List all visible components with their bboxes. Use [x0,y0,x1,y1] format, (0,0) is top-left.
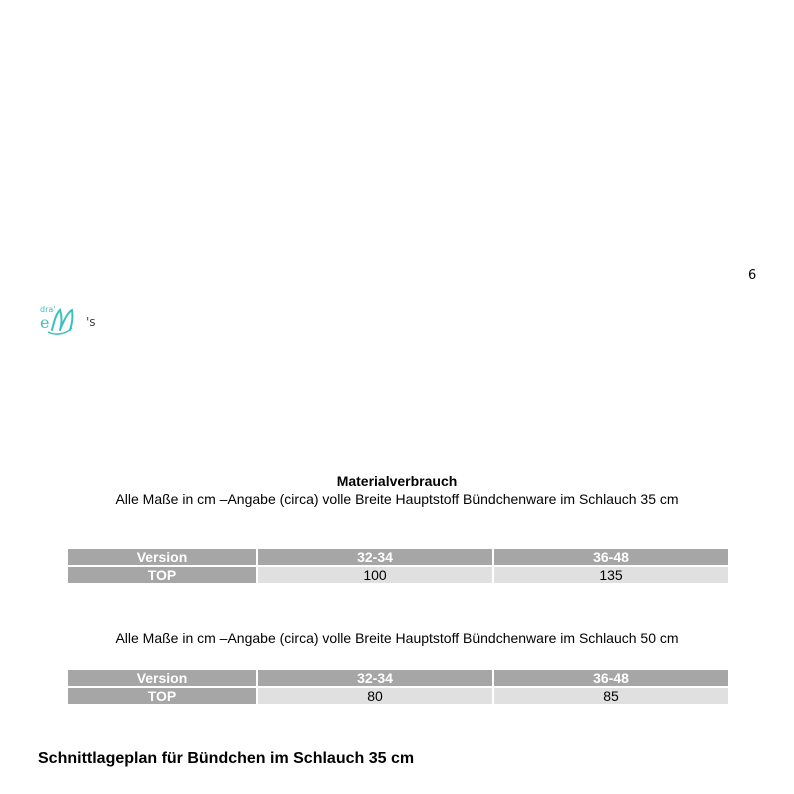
table-row [68,567,728,583]
header-size-36-48: 36-48 [494,549,728,565]
table-header-row [68,670,728,686]
page-number: 6 [748,268,757,283]
header-size-36-48: 36-48 [494,670,728,686]
header-version: Version [68,549,256,565]
svg-text:'s: 's [86,315,96,329]
material-table-50 [66,668,730,706]
row-label-top: TOP [68,688,256,704]
row-label-top: TOP [68,567,256,583]
cell-value-36-48: 135 [494,567,728,583]
section-heading: Schnittlageplan für Bündchen im Schlauch 35 cm [38,750,415,767]
cell-value-32-34: 80 [258,688,492,704]
header-size-32-34: 32-34 [258,670,492,686]
material-subtitle-50: Alle Maße in cm –Angabe (circa) volle Breite Hauptstoff Bündchenware im Schlauch 50 cm [115,630,679,646]
table-header-row [68,549,728,565]
table-row [68,688,728,704]
header-size-32-34: 32-34 [258,549,492,565]
material-subtitle-35: Alle Maße in cm –Angabe (circa) volle Breite Hauptstoff Bündchenware im Schlauch 35 cm [115,491,679,507]
material-title: Materialverbrauch [336,473,458,489]
brand-logo [38,302,98,336]
cell-value-32-34: 100 [258,567,492,583]
cell-value-36-48: 85 [494,688,728,704]
svg-text:e: e [40,313,50,332]
svg-text:dra': dra' [40,305,56,314]
header-version: Version [68,670,256,686]
material-table-35 [66,547,730,585]
